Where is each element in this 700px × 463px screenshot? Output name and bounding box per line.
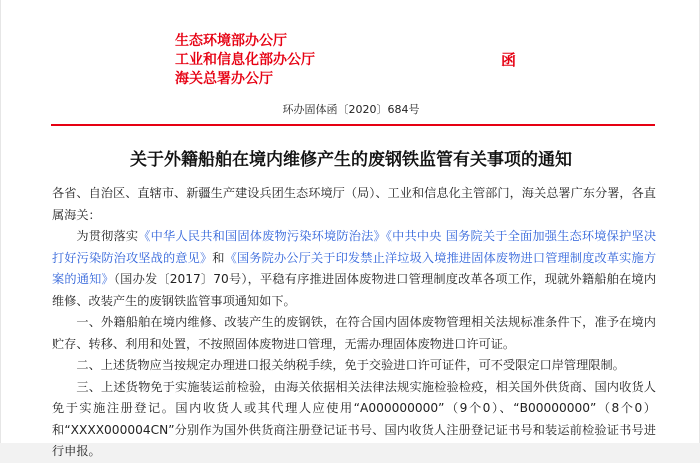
issuing-authorities [175,32,315,89]
intro-prefix: 为贯彻落实 [76,229,139,243]
paragraph-intro [52,226,656,312]
intro-suffix: （国办发〔2017〕70号），平稳有序推进固体废物进口管理制度改革各项工作，现就外籍船舶在境内维修、改装产生的废钢铁监管事项通知如下。 [52,272,657,308]
issuer-miit: 工业和信息化部办公厅 [175,52,315,68]
link-state-council-notice[interactable]: 《国务院办公厅关于印发禁止洋垃圾入境推进固体废物进口管理制度改革实施方案的通知》 [52,250,657,286]
document-title: 关于外籍船舶在境内维修产生的废钢铁监管有关事项的通知 [130,150,572,170]
intro-and: 和 [212,250,225,265]
document-number: 环办固体函〔2020〕684号 [282,103,420,116]
issuer-customs: 海关总署办公厅 [175,71,273,87]
letter-mark: 函 [501,51,517,69]
paragraph-item-2: 二、上述货物应当按规定办理进口报关纳税手续，免于交验进口许可证件，可不受限定口岸管理限制。 [76,358,625,372]
paragraph-item-1: 一、外籍船舶在境内维修、改装产生的废钢铁，在符合国内固体废物管理相关法规标准条件下，准予在境内贮存、转移、利用和处置，不按照固体废物进口管理，无需办理固体废物进口许可证。 [52,315,656,351]
issuer-mee: 生态环境部办公厅 [175,33,287,49]
salutation: 各省、自治区、直辖市、新疆生产建设兵团生态环境厅（局）、工业和信息化主管部门，海关总署广东分署，各直属海关： [52,186,656,222]
paragraph-item-3: 三、上述货物免于实施装运前检验，由海关依据相关法律法规实施检验检疫，相关国外供货商、国内收货人免于实施注册登记。国内收货人或其代理人应使用“A000000000”（9个0）、“B00000000”（8个0）和“XXXX000004CN”分别作为国外供货商注册登记证书号、国内收货人注册登记证书号和装运前检验证书号进行申报。 [52,379,656,458]
link-solid-waste-law[interactable]: 《中华人民共和国固体废物污染环境防治法》 [138,229,386,243]
link-cpc-opinion[interactable]: 《中共中央 国务院关于全面加强生态环境保护坚决打好污染防治攻坚战的意见》 [52,229,657,265]
document-body [52,183,656,463]
red-divider [51,124,655,126]
